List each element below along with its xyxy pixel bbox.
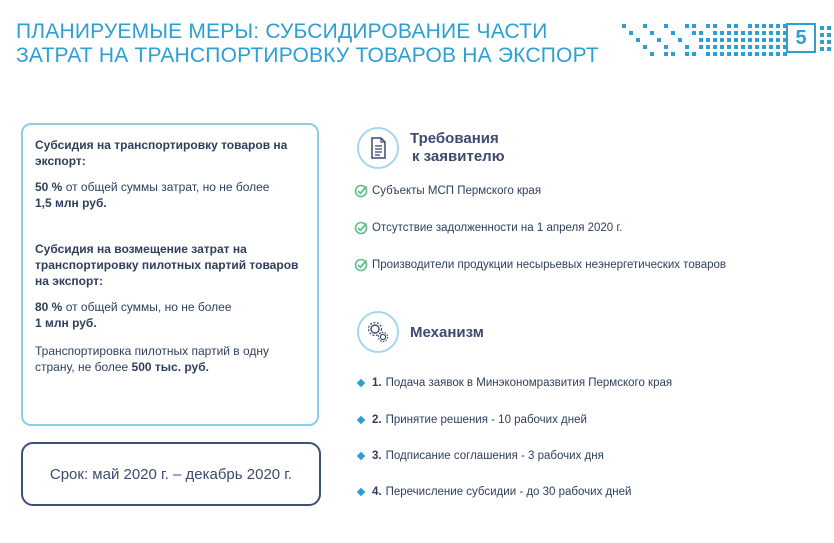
subsidy-heading-2: Субсидия на возмещение затрат на транспортировку пилотных партий товаров на экспорт:: [35, 242, 299, 288]
bullet-diamond-icon: [357, 379, 365, 387]
page-title-line2: ЗАТРАТ НА ТРАНСПОРТИРОВКУ ТОВАРОВ НА ЭКСПОРТ: [16, 44, 599, 67]
check-circle-icon: [354, 221, 368, 235]
page-title: [16, 20, 599, 68]
bullet-diamond-icon: [357, 488, 365, 496]
mechanism-step: 3. Подписание соглашения - 3 рабочих дня: [358, 450, 604, 462]
decorative-dots-pattern-right: [818, 22, 834, 58]
mechanism-step: 2. Принятие решения - 10 рабочих дней: [358, 414, 587, 426]
requirement-item: Отсутствие задолженности на 1 апреля 2020 г.: [354, 221, 622, 235]
bullet-diamond-icon: [357, 416, 365, 424]
requirements-title: Требования к заявителю: [410, 130, 505, 165]
gears-icon: [357, 311, 399, 353]
page-title-line1: ПЛАНИРУЕМЫЕ МЕРЫ: СУБСИДИРОВАНИЕ ЧАСТИ: [16, 20, 548, 43]
subsidy-2-note: Транспортировка пилотных партий в одну страну, не более 500 тыс. руб.: [35, 344, 270, 374]
subsidy-heading-1: Субсидия на транспортировку товаров на экспорт:: [35, 138, 288, 168]
decorative-dots-pattern: [620, 22, 792, 58]
check-circle-icon: [354, 258, 368, 272]
requirement-item: Субъекты МСП Пермского края: [354, 184, 541, 198]
subsidy-card: [21, 123, 319, 426]
document-icon: [357, 127, 399, 169]
check-circle-icon: [354, 184, 368, 198]
subsidy-1-amount: 50 % от общей суммы затрат, но не более 1,5 млн руб.: [35, 180, 270, 210]
mechanism-title: Механизм: [410, 324, 484, 341]
page-number-badge: 5: [786, 23, 816, 53]
mechanism-step: 4. Перечисление субсидии - до 30 рабочих дней: [358, 486, 631, 498]
mechanism-step: 1. Подача заявок в Минэкономразвития Пермского края: [358, 377, 672, 389]
bullet-diamond-icon: [357, 452, 365, 460]
term-box: Срок: май 2020 г. – декабрь 2020 г.: [21, 442, 321, 506]
subsidy-2-amount: 80 % от общей суммы, но не более 1 млн руб.: [35, 300, 232, 330]
requirement-item: Производители продукции несырьевых неэнергетических товаров: [354, 258, 726, 272]
